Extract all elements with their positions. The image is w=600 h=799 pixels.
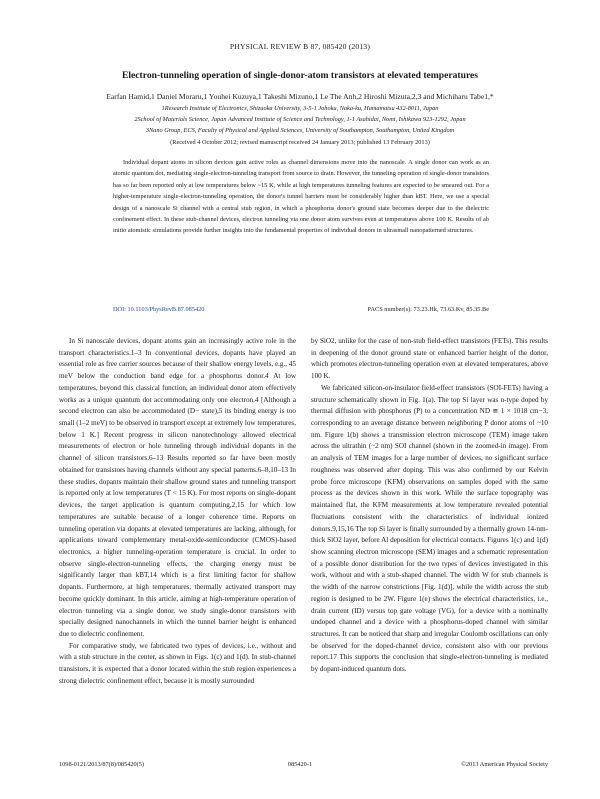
body-paragraph: by SiO2, unlike for the case of non-stub field-effect transistors (FETs). This results in deepening of the donor ground state or enhanced barrier height of the donor, which promotes electron-tunneling operation even at elevated temperatures, above 100 K. [311,337,548,381]
abstract: Individual dopant atoms in silicon devices gain active roles as channel dimensions move into the nanoscale. A single donor can work as an atomic quantum dot, mediating single-electron-tunneling transport from source to drain. However, the tunneling operation of single-donor transistors has so far been reported only at low temperatures below ~15 K, while at high temperatures tunneling features are expected to be smeared out. For a higher-temperature single-electron-tunneling operation, the donor's tunnel barriers must be considerably higher than kBT. Here, we use a special design of a nanoscale Si channel with a central stub region, in which a phosphorus donor's ground state becomes deeper due to the dielectric confinement effect. In these stub-channel devices, electron tunneling via one donor atom survives even at temperatures above 100 K. Results of ab initio atomistic simulations provide further insights into the fundamental properties of individual donors in ultrasmall nanopatterned structures. [113,159,489,235]
body-left-column [59,336,296,688]
doi-text[interactable]: DOI: 10.1103/PhysRevB.87.085420 [113,306,205,313]
affiliation-3: 3Nano Group, ECS, Faculty of Physical and Applied Sciences, University of Southampton, Southampton, United Kingdom [145,127,455,134]
pacs-numbers: PACS number(s): 73.23.Hk, 73.63.Kv, 85.35.Be [367,306,489,313]
footer-issn: 1098-0121/2013/87(8)/085420(5) [59,761,144,768]
body-paragraph: We fabricated silicon-on-insulator field-effect transistors (SOI-FETs) having a structure schematically shown in Fig. 1(a). The top Si layer was n-type doped by thermal diffusion with phosphorus (P) to a concentration ND ≅ 1 × 1018 cm−3, corresponding to an average distance between neighboring P donor atoms of ~10 nm. Figure 1(b) shows a transmission electron microscope (TEM) image taken across the ultrathin (~2 nm) SOI channel (shown in the zoomed-in image). From an analysis of TEM images for a large number of devices, no significant surface roughness was observed after doping. This was also confirmed by our Kelvin probe force microscope (KFM) observations on samples doped with the same process as the devices shown in this work. While the surface topography was maintained flat, the KFM measurements at low temperature revealed potential fluctuations consistent with the characteristics of individual ionized donors.9,15,16 The top Si layer is finally surrounded by a thermally grown 14-nm-thick SiO2 layer, before Al deposition for electrical contacts. Figures 1(c) and 1(d) show scanning electron microscope (SEM) images and a schematic representation of a possible donor distribution for the two types of devices investigated in this work, without and with a stub-shaped channel. The width W for stub channels is the width of the narrow constrictions [Fig. 1(d)], while the width across the stub region is designed to be 2W. Figure 1(e) shows the electrical characteristics, i.e., drain current (ID) versus top gate voltage (VG), for a device with a nominally undoped channel and a device with a phosphorus-doped channel with similar structures. It can be noticed that sharp and irregular Coulomb oscillations can only be observed for the doped-channel device, consistent also with our previous report.17 This supports the conclusion that single-electron-tunneling is mediated by dopant-induced quantum dots. [311,383,548,674]
body-paragraph: In Si nanoscale devices, dopant atoms gain an increasingly active role in the transport characteristics.1–3 In conventional devices, dopants have played an essential role as free carrier sources because of their shallow energy levels, e.g., 45 meV below the conduction band edge for a phosphorus donor.4 At low temperatures, beyond this classical function, an individual donor atom effectively works as a unique quantum dot accommodating only one electron.4 [Although a second electron can also be accommodated (D− state),5 its binding energy is too small (1–2 meV) to be observed in transport except at extremely low temperatures, below 1 K.] Recent progress in silicon nanotechnology allowed electrical measurements of electron or hole tunneling through individual dopants in the channel of silicon transistors.6–13 Results reported so far have been mostly obtained for transistors having channels without any special patterns.6–8,10–13 In these studies, dopants maintain their shallow ground states and tunneling transport is reported only at low temperatures (T < 15 K). For most reports on single-dopant devices, the target application is quantum computing,2,15 for which low temperatures are suitable because of a longer coherence time. Reports on tunneling operation via dopants at elevated temperatures are lacking, although, for applications toward complementary metal-oxide-semiconductor (CMOS)-based electronics, a higher tunneling-operation temperature is crucial. In order to observe single-electron-tunneling effects, the charging energy must be significantly larger than kBT,14 which is a first limiting factor for shallow dopants. Furthermore, at high temperatures, thermally activated transport may become quickly dominant. In this article, aiming at high-temperature operation of electron tunneling via a single donor, we study single-donor transistors with specially designed nanochannels in which the tunnel barrier height is enhanced due to dielectric confinement. [59,337,296,638]
paper-title: Electron-tunneling operation of single-donor-atom transistors at elevated temperatures [121,70,479,81]
footer-page-number: 085420-1 [287,761,313,768]
footer-copyright: ©2013 American Physical Society [461,761,548,768]
received-dates: (Received 4 October 2012; revised manuscript received 24 January 2013; published 13 February 2013) [170,139,430,146]
affiliation-2: 2School of Materials Science, Japan Advanced Institute of Science and Technology, 1-1 Asahidai, Nomi, Ishikawa 923-1292, Japan [134,116,466,123]
author-list: Earfan Hamid,1 Daniel Moraru,1 Youhei Kuzuya,1 Takeshi Mizuno,1 Le The Anh,2 Hiroshi Mizuta,2,3 and Michiharu Tabe1,* [106,92,494,101]
body-right-column [311,336,548,676]
journal-header: PHYSICAL REVIEW B 87, 085420 (2013) [229,42,371,51]
doi-link[interactable] [113,306,204,313]
body-paragraph: For comparative study, we fabricated two types of devices, i.e., without and with a stub structure in the center, as shown in Figs. 1(c) and 1(d). In stub-channel transistors, it is expected that a donor located within the stub region experiences a strong dielectric confinement effect, because it is mostly surrounded [59,641,296,685]
affiliation-1: 1Research Institute of Electronics, Shizuoka University, 3-5-1 Johoku, Naka-ku, Hamamatsu 432-8011, Japan [161,105,439,112]
